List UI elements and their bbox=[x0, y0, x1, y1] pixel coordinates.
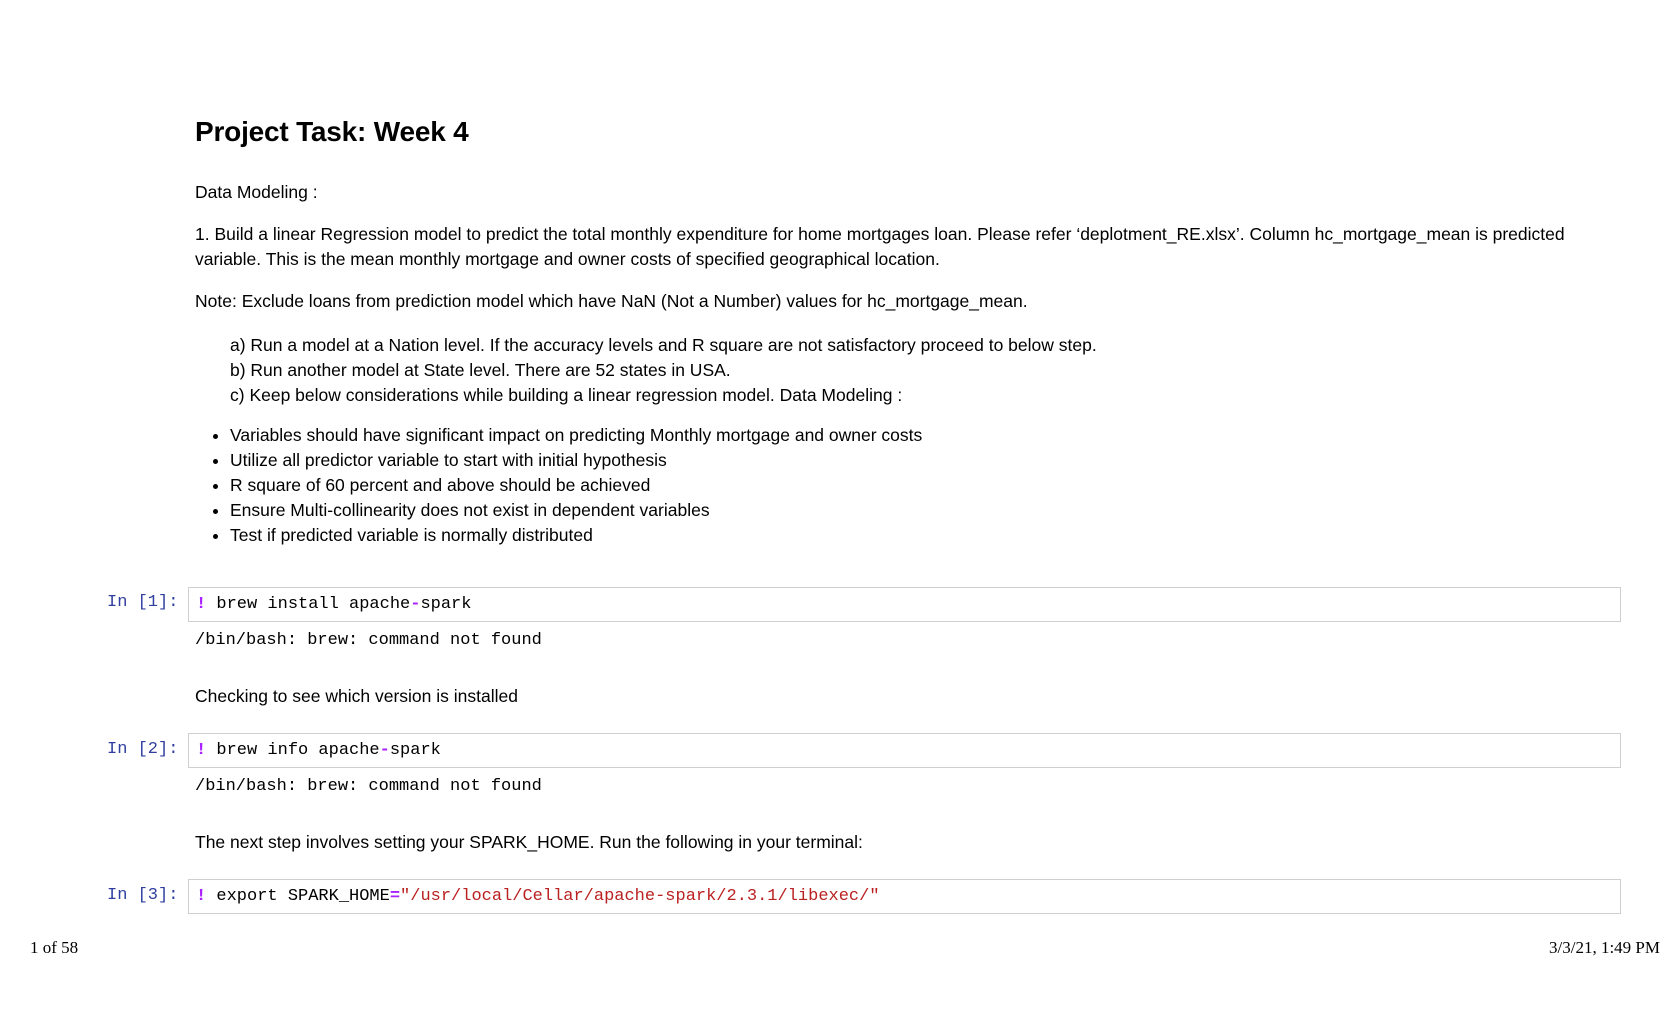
bang-token: ! bbox=[196, 887, 207, 906]
code-text: brew install apache bbox=[206, 595, 411, 614]
markdown-text: The next step involves setting your SPARK_HOME. Run the following in your terminal: bbox=[195, 832, 863, 852]
considerations-list bbox=[195, 423, 922, 548]
code-cell-1[interactable] bbox=[188, 587, 1621, 622]
page-indicator: 1 of 58 bbox=[30, 938, 79, 957]
section-label-text: Data Modeling : bbox=[195, 182, 318, 202]
bang-token: ! bbox=[196, 741, 207, 760]
operator-token: - bbox=[410, 595, 421, 614]
list-item: • Ensure Multi-collinearity does not exist in dependent variables bbox=[230, 498, 922, 523]
note-text: Note: Exclude loans from prediction model which have NaN (Not a Number) values for hc_mortgage_mean. bbox=[195, 291, 1028, 311]
cell-prompt-2: In [2]: bbox=[107, 740, 179, 759]
operator-token: - bbox=[379, 741, 390, 760]
step-item-c: c) Keep below considerations while building a linear regression model. Data Modeling : bbox=[230, 385, 903, 405]
bang-token: ! bbox=[196, 595, 207, 614]
code-text: spark bbox=[420, 595, 472, 614]
cell-prompt-1: In [1]: bbox=[107, 593, 179, 612]
code-cell-2[interactable] bbox=[188, 733, 1621, 768]
code-cell-3[interactable] bbox=[188, 879, 1621, 914]
cell-output-2: /bin/bash: brew: command not found bbox=[195, 777, 542, 796]
cell-prompt-3: In [3]: bbox=[107, 886, 179, 905]
task-description bbox=[195, 222, 1595, 272]
cell-output-1: /bin/bash: brew: command not found bbox=[195, 631, 542, 650]
list-item: • Utilize all predictor variable to start with initial hypothesis bbox=[230, 448, 922, 473]
code-text: brew info apache bbox=[206, 741, 380, 760]
step-item-b: b) Run another model at State level. There are 52 states in USA. bbox=[230, 360, 731, 380]
markdown-text: Checking to see which version is installed bbox=[195, 686, 518, 706]
task-description-text: 1. Build a linear Regression model to predict the total monthly expenditure for home mortgages loan. Please refer ‘deplotment_RE.xlsx’. Column hc_mortgage_mean is predicted variable. This is the mean monthly mortgage and owner costs of specified geographical location. bbox=[195, 224, 1565, 269]
list-item: • Test if predicted variable is normally distributed bbox=[230, 523, 922, 548]
operator-token: = bbox=[389, 887, 401, 906]
section-label bbox=[195, 180, 1595, 205]
print-timestamp: 3/3/21, 1:49 PM bbox=[1549, 938, 1660, 957]
markdown-cell-spark-home bbox=[195, 830, 1595, 855]
list-item: • R square of 60 percent and above should be achieved bbox=[230, 473, 922, 498]
markdown-cell-version bbox=[195, 684, 1595, 709]
step-item-a: a) Run a model at a Nation level. If the accuracy levels and R square are not satisfactory proceed to below step. bbox=[230, 335, 1097, 355]
code-text: export SPARK_HOME bbox=[206, 887, 390, 906]
step-list bbox=[230, 333, 1097, 408]
string-token: "/usr/local/Cellar/apache-spark/2.3.1/libexec/" bbox=[400, 887, 880, 906]
note-paragraph bbox=[195, 289, 1595, 314]
list-item: • Variables should have significant impact on predicting Monthly mortgage and owner costs bbox=[230, 423, 922, 448]
page-title: Project Task: Week 4 bbox=[195, 116, 469, 147]
code-text: spark bbox=[389, 741, 441, 760]
